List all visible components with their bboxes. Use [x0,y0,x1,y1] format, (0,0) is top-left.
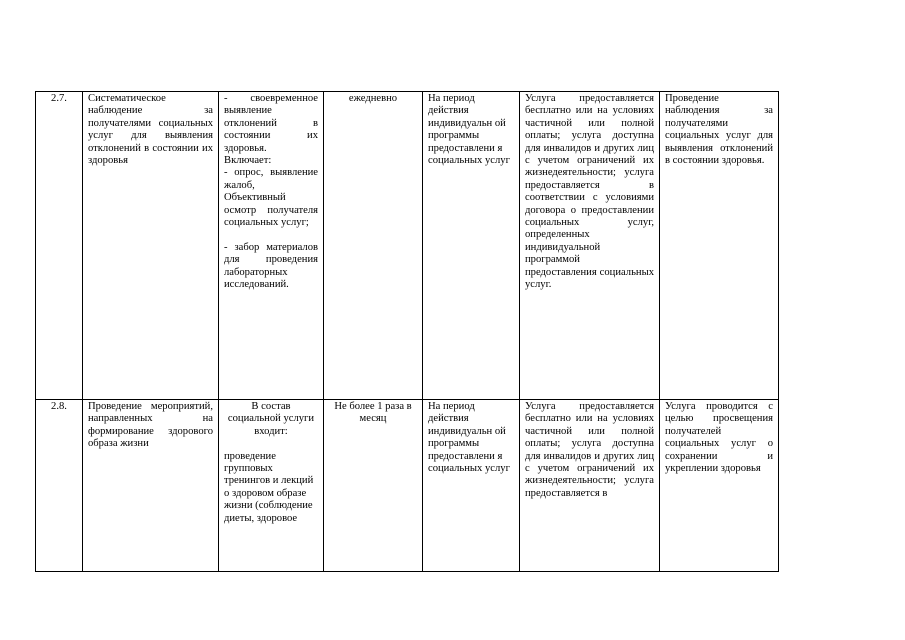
service-frequency: Не более 1 раза в месяц [324,400,423,572]
row-number: 2.8. [36,400,83,572]
service-frequency: ежедневно [324,92,423,400]
row-number: 2.7. [36,92,83,400]
service-conditions: Услуга предоставляется бесплатно или на условиях частичной или полной оплаты; услуга доступна для инвалидов и других лиц с учетом ограничений их жизнедеятельности; услуга предоставляется в соответствии с условиями договора о предоставлении социальных услуг, определенных индивидуальной программой предоставления социальных услуг. [520,92,660,400]
service-conditions: Услуга предоставляется бесплатно или на условиях частичной или полной оплаты; услуга доступна для инвалидов и других лиц с учетом ограничений их жизнедеятельности; услуга предоставляется в [520,400,660,572]
service-name: Проведение мероприятий, направленных на формирование здорового образа жизни [83,400,219,572]
service-result: Услуга проводится с целью просвещения получателей социальных услуг о сохранении и укреплении здоровья [660,400,779,572]
service-content: В состав социальной услуги входит: проведение групповых тренингов и лекций о здоровом образе жизни (соблюдение диеты, здоровое [219,400,324,572]
table-row [36,400,779,572]
social-services-table [35,91,779,572]
service-content: - своевременное выявление отклонений в состоянии их здоровья. Включает: - опрос, выявление жалоб, Объективный осмотр получателя социальных услуг; - забор материалов для проведения лабораторных исследований. [219,92,324,400]
service-period: На период действия индивидуальн ой программы предоставлени я социальных услуг [423,400,520,572]
service-name: Систематическое наблюдение за получателями социальных услуг для выявления отклонений в состоянии их здоровья [83,92,219,400]
table-row [36,92,779,400]
service-period: На период действия индивидуальн ой программы предоставлени я социальных услуг [423,92,520,400]
service-result: Проведение наблюдения за получателями социальных услуг для выявления отклонений в состоянии здоровья. [660,92,779,400]
